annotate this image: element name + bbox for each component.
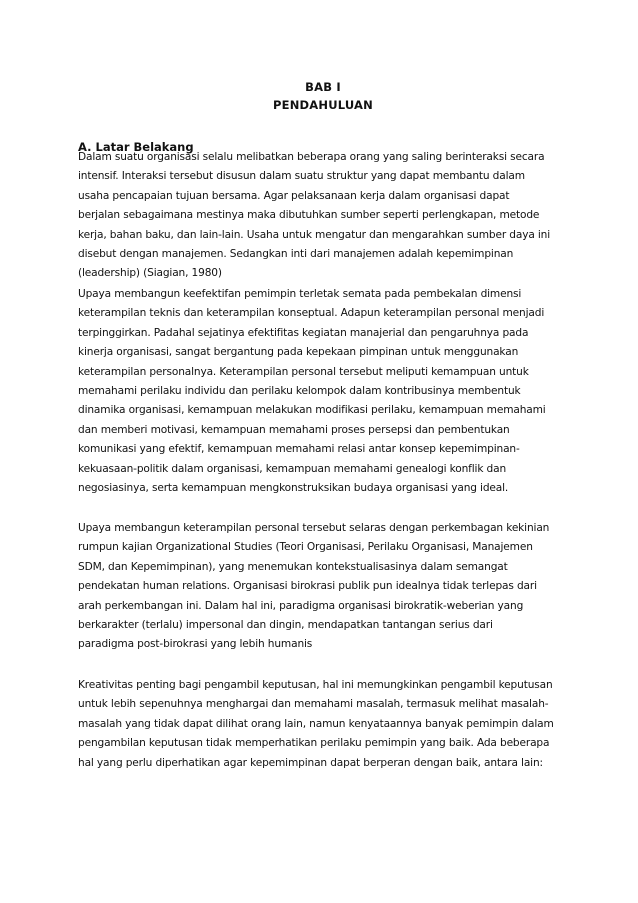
paragraph-3 bbox=[78, 519, 568, 655]
text-line: berkarakter (terlalu) impersonal dan dingin, mendapatkan tantangan serius dari bbox=[78, 618, 493, 631]
text-line: (leadership) (Siagian, 1980) bbox=[78, 267, 222, 280]
text-line: hal yang perlu diperhatikan agar kepemimpinan dapat berperan dengan baik, antara lain: bbox=[78, 756, 543, 769]
text-line: keterampilan teknis dan keterampilan konseptual. Adapun keterampilan personal menjadi bbox=[78, 307, 545, 320]
text-line: disebut dengan manajemen. Sedangkan inti dari manajemen adalah kepemimpinan bbox=[78, 247, 514, 260]
text-line: terpinggirkan. Padahal sejatinya efektifitas kegiatan manajerial dan pengaruhnya pada bbox=[78, 326, 529, 339]
text-line: komunikasi yang efektif, kemampuan memahami relasi antar konsep kepemimpinan- bbox=[78, 443, 520, 456]
text-line: berjalan sebagaimana mestinya maka dibutuhkan sumber seperti perlengkapan, metode bbox=[78, 209, 540, 222]
paragraph-1 bbox=[78, 148, 568, 284]
text-line: Upaya membangun keterampilan personal tersebut selaras dengan perkembagan kekinian bbox=[78, 522, 550, 534]
text-line: SDM, dan Kepemimpinan), yang menemukan kontekstualisasinya dalam semangat bbox=[78, 560, 508, 573]
text-line: arah perkembangan ini. Dalam hal ini, paradigma organisasi birokratik-weberian yang bbox=[78, 599, 524, 612]
text-line: rumpun kajian Organizational Studies (Teori Organisasi, Perilaku Organisasi, Manajemen bbox=[78, 541, 533, 554]
text-line: intensif. Interaksi tersebut disusun dalam suatu struktur yang dapat membantu dalam bbox=[78, 170, 525, 183]
section-heading: A. Latar Belakang bbox=[78, 140, 194, 154]
text-line: negosiasinya, serta kemampuan mengkonstruksikan budaya organisasi yang ideal. bbox=[78, 481, 509, 494]
text-line: pendekatan human relations. Organisasi birokrasi publik pun idealnya tidak terlepas dari bbox=[78, 580, 537, 593]
text-line: keterampilan personalnya. Keterampilan personal tersebut meliputi kemampuan untuk bbox=[78, 365, 529, 378]
text-line: kekuasaan-politik dalam organisasi, kemampuan memahami genealogi konflik dan bbox=[78, 462, 507, 475]
text-line: dan memberi motivasi, kemampuan memahami proses persepsi dan pembentukan bbox=[78, 423, 510, 436]
chapter-title: PENDAHULUAN bbox=[273, 98, 373, 112]
text-line: kerja, bahan baku, dan lain-lain. Usaha untuk mengatur dan mengarahkan sumber daya ini bbox=[78, 228, 551, 241]
text-line: kinerja organisasi, sangat bergantung pada kepekaan pimpinan untuk menggunakan bbox=[78, 346, 519, 359]
chapter-heading: BAB I bbox=[305, 80, 341, 94]
paragraph-4 bbox=[78, 676, 568, 773]
text-line: dinamika organisasi, kemampuan melakukan modifikasi perilaku, kemampuan memahami bbox=[78, 404, 546, 417]
text-line: Dalam suatu organisasi selalu melibatkan beberapa orang yang saling berinteraksi secara bbox=[78, 151, 545, 163]
text-line: Upaya membangun keefektifan pemimpin terletak semata pada pembekalan dimensi bbox=[78, 288, 522, 300]
text-line: memahami perilaku individu dan perilaku kelompok dalam kontribusinya membentuk bbox=[78, 384, 521, 397]
text-line: pengambilan keputusan tidak memperhatikan perilaku pemimpin yang baik. Ada beberapa bbox=[78, 737, 550, 750]
paragraph-2 bbox=[78, 285, 568, 498]
text-line: paradigma post-birokrasi yang lebih humanis bbox=[78, 638, 313, 651]
text-line: untuk lebih sepenuhnya menghargai dan memahami masalah, termasuk melihat masalah- bbox=[78, 698, 549, 711]
text-line: Kreativitas penting bagi pengambil keputusan, hal ini memungkinkan pengambil keputusan bbox=[78, 679, 553, 691]
text-line: masalah yang tidak dapat dilihat orang lain, namun kenyataannya banyak pemimpin dalam bbox=[78, 717, 554, 730]
text-line: usaha pencapaian tujuan bersama. Agar pelaksanaan kerja dalam organisasi dapat bbox=[78, 189, 510, 202]
